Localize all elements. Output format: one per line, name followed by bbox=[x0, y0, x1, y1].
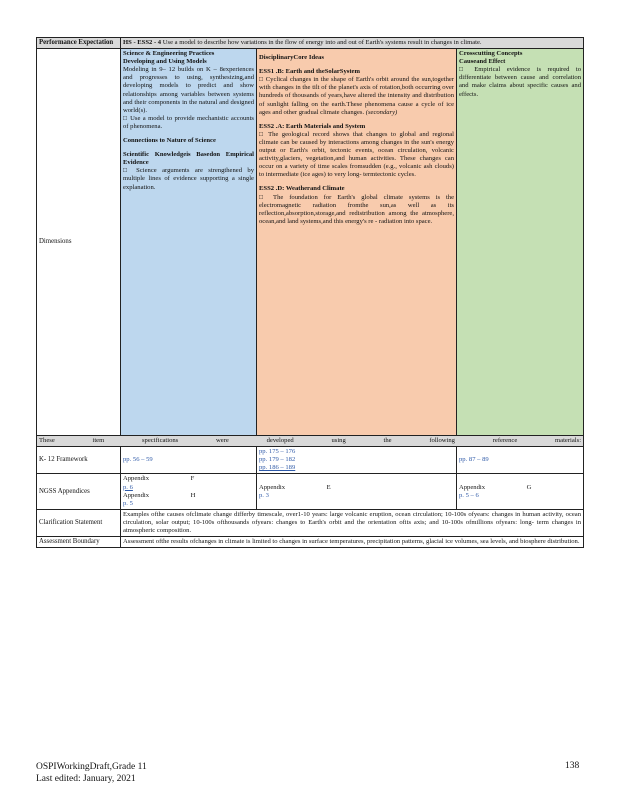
pe-code: HS - ESS2 - 4 bbox=[123, 39, 162, 46]
ngss-link-g[interactable]: p. 5 – 6 bbox=[459, 491, 479, 499]
ngss-appendix-f: Appendix F bbox=[123, 475, 195, 483]
core-ideas-cell bbox=[257, 49, 457, 436]
pe-text: Use a model to describe how variations in the flow of energy into and out of Earth's systems result in changes in climate. bbox=[162, 39, 482, 46]
secondary-note: (secondary) bbox=[365, 108, 398, 116]
k12-link-4[interactable]: pp. 186 – 189 bbox=[259, 464, 296, 472]
boundary-label: Assessment Boundary bbox=[37, 537, 121, 548]
ngss-col1 bbox=[121, 474, 257, 509]
ngss-link-h[interactable]: p. 5 bbox=[123, 499, 133, 507]
practices-title: Science & Engineering Practices bbox=[123, 50, 215, 58]
k12-link-1[interactable]: pp. 56 – 59 bbox=[123, 456, 153, 464]
page-number: 138 bbox=[565, 761, 580, 771]
core-idea-bullet-1 bbox=[259, 76, 454, 116]
crosscutting-title: Crosscutting Concepts bbox=[459, 50, 523, 58]
core-ideas-title: DisciplinaryCore Ideas bbox=[259, 54, 324, 62]
core-idea-bullet-3 bbox=[259, 194, 454, 226]
ngss-label: NGSS Appendices bbox=[37, 474, 121, 509]
clarification-label: Clarification Statement bbox=[37, 509, 121, 536]
practices-heading-models: Developing and Using Models bbox=[123, 58, 207, 66]
crosscutting-bullet-text: Empirical evidence is required to differentiate between cause and correlation and make claims about specific causes and effects. bbox=[459, 66, 582, 98]
ngss-col2 bbox=[257, 474, 457, 509]
item-spec-table bbox=[36, 37, 584, 548]
core-idea-heading-3: ESS2 .D: Weatherand Climate bbox=[259, 185, 345, 193]
practices-heading-evidence: Scientific Knowledgeis Basedon Empirical Evidence bbox=[123, 151, 254, 167]
k12-label: K- 12 Framework bbox=[37, 447, 121, 474]
k12-link-2[interactable]: pp. 175 – 176 bbox=[259, 448, 296, 456]
ngss-appendix-h: Appendix H bbox=[123, 491, 196, 499]
core-idea-heading-2: ESS2 .A: Earth Materials and System bbox=[259, 122, 366, 130]
practices-bullet-1 bbox=[123, 115, 254, 131]
checkbox-icon: □ bbox=[259, 193, 268, 201]
checkbox-icon: □ bbox=[259, 76, 264, 84]
clarification-text: Examples ofthe causes ofclimate change differby timescale, over1-10 years: large volcanic eruption, ocean circulation; 10-100s ofyears: changes in human activity, ocean circulation, solar output; 10-100s ofthousands ofyears: changes to Earth's orbit and the orientation ofits axis; and 10-100s ofmillions ofyears: long- term changes in atmospheric composition. bbox=[121, 509, 584, 536]
checkbox-icon: □ bbox=[259, 130, 265, 138]
checkbox-icon: □ bbox=[459, 66, 468, 74]
k12-link-5[interactable]: pp. 87 – 89 bbox=[459, 456, 489, 464]
core-idea-bullet-2 bbox=[259, 131, 454, 180]
page-footer bbox=[36, 761, 147, 785]
practices-bullet-2-text: Science arguments are strengthened by multiple lines of evidence supporting a single explanation. bbox=[123, 167, 255, 191]
practices-heading-nature: Connections to Nature of Science bbox=[123, 137, 216, 145]
practices-body: Modeling in 9– 12 builds on K – 8experiences and progresses to using, synthesizing,and developing models to predict and show relationships among variables between systems and their components in the natural and designed world(s). bbox=[123, 66, 254, 114]
core-idea-heading-1: ESS1 .B: Earth and theSolarSystem bbox=[259, 68, 360, 76]
practices-bullet-1-text: Use a model to provide mechanistic accounts of phenomena. bbox=[123, 114, 255, 130]
core-idea-bullet-1-text: Cyclical changes in the shape of Earth's orbit around the sun,together with changes in the tilt of the planet's axis of rotation,both occurring over hundreds of thousands of years,have altered the intensity and distribution of sunlight falling on the earth.These phenomena cause a cycle of ice ages and other gradual climate changes. bbox=[259, 76, 454, 116]
crosscutting-bullet bbox=[459, 66, 581, 98]
checkbox-icon: □ bbox=[123, 114, 128, 122]
footer-edited-line: Last edited: January, 2021 bbox=[36, 774, 136, 784]
practices-cell bbox=[121, 49, 257, 436]
ngss-link-f[interactable]: p. 6 bbox=[123, 483, 133, 491]
ngss-col3 bbox=[457, 474, 584, 509]
crosscutting-cell bbox=[457, 49, 584, 436]
ngss-link-e[interactable]: p. 3 bbox=[259, 491, 269, 499]
ngss-appendix-e: Appendix E bbox=[259, 483, 331, 491]
k12-col1 bbox=[121, 447, 257, 474]
boundary-text: Assessment ofthe results ofchanges in climate is limited to changes in surface temperatures, precipitation patterns, glacial ice volumes, sea levels, and biosphere distribution. bbox=[121, 537, 584, 548]
pe-text-cell bbox=[121, 38, 584, 49]
checkbox-icon: □ bbox=[123, 167, 131, 175]
k12-link-3[interactable]: pp. 179 – 182 bbox=[259, 456, 296, 464]
k12-col2 bbox=[257, 447, 457, 474]
footer-draft-line: OSPIWorkingDraft,Grade 11 bbox=[36, 762, 147, 772]
pe-label: Performance Expectation bbox=[37, 38, 121, 49]
k12-col3 bbox=[457, 447, 584, 474]
reference-separator: These item specifications were developed using the following reference materials: bbox=[37, 436, 584, 447]
crosscutting-heading: Causeand Effect bbox=[459, 58, 506, 66]
ngss-appendix-g: Appendix G bbox=[459, 483, 532, 491]
core-idea-bullet-2-text: The geological record shows that changes to global and regional climate can be caused by interactions among changes in the sun's energy output or Earth's orbit, tectonic events, ocean circulation, volcanic activity,glaciers, vegetation,and human activities. These changes can occur on a variety of time scales fromsudden (e.g., volcanic ash clouds) to intermediate (ice ages) to very long- termtectonic cycles. bbox=[259, 130, 455, 179]
dimensions-label: Dimensions bbox=[37, 49, 121, 436]
practices-bullet-2 bbox=[123, 167, 254, 191]
core-idea-bullet-3-text: The foundation for Earth's global climate systems is the electromagnetic radiation fromthe sun,as well as its reflection,absorption,storage,and redistribution among the atmosphere, ocean,and land systems,and this energy's re - radiation into space. bbox=[259, 193, 455, 225]
